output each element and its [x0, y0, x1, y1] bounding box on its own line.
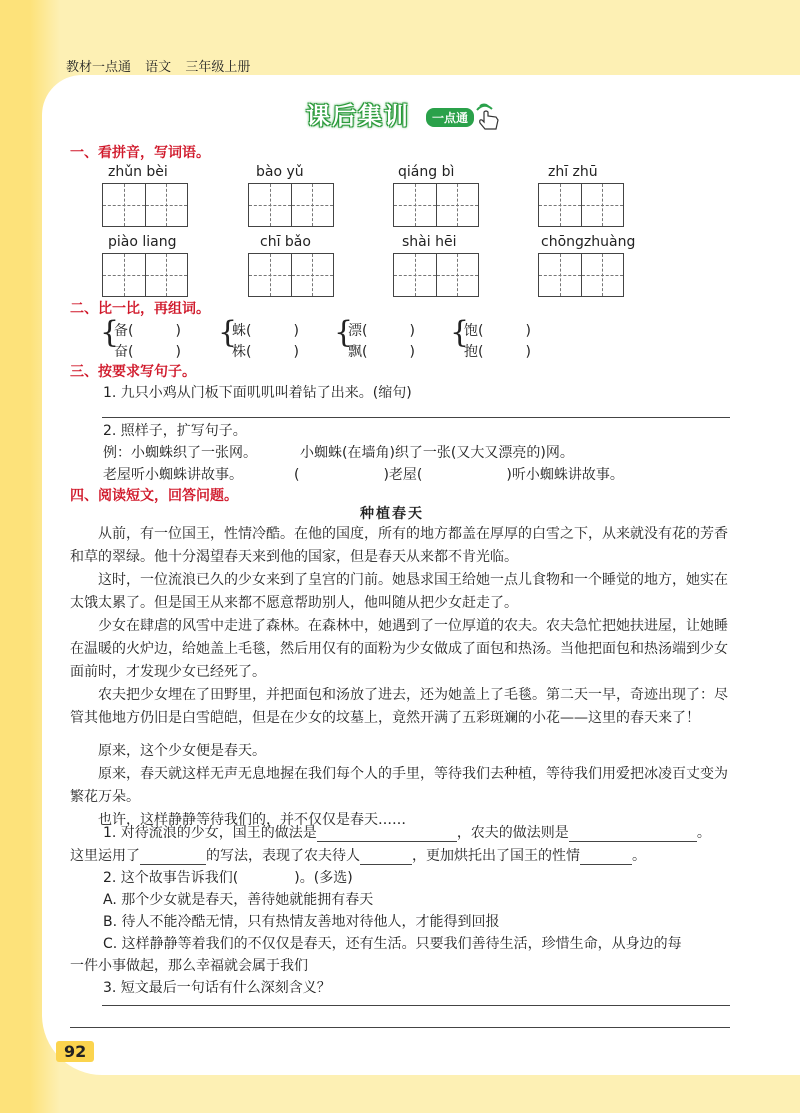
book-header [66, 56, 260, 75]
story-paragraph: 这时，一位流浪已久的少女来到了皇宫的门前。她恳求国王给她一点儿食物和一个睡觉的地方，她实在太饿太累了。但是国王从来都不愿意帮助别人，他叫随从把少女赶走了。 [70, 572, 728, 611]
answer-blank[interactable] [360, 848, 412, 865]
story-paragraph: 从前，有一位国王，性情冷酷。在他的国度，所有的地方都盖在厚厚的白雪之下，从来就没有花的芳香和草的翠绿。他十分渴望春天来到他的国家，但是春天从来都不肯光临。 [70, 526, 728, 565]
grade: 三年级上册 [185, 60, 251, 75]
s4-question-1-line1 [103, 822, 711, 842]
s3-example-expanded: 小蜘蛛(在墙角)织了一张(又大又漂亮的)网。 [300, 445, 574, 461]
book-name: 教材一点通 [66, 60, 132, 75]
pinyin-7: shài hēi [402, 234, 457, 250]
compare-word[interactable]: 备( ) [114, 323, 181, 339]
pinyin-6: chī bǎo [260, 234, 311, 250]
pinyin-3: qiáng bì [398, 164, 455, 180]
pinyin-1: zhǔn bèi [108, 164, 168, 180]
brace-icon: { [218, 315, 238, 350]
q1-part-e: 的写法，表现了农夫待人 [206, 848, 360, 864]
writing-grid[interactable] [248, 183, 334, 227]
section-2-title: 二、比一比，再组词。 [70, 301, 210, 317]
option-a[interactable]: A. 那个少女就是春天，善待她就能拥有春天 [103, 892, 374, 908]
subject: 语文 [145, 60, 172, 75]
pinyin-8: chōngzhuàng [541, 234, 636, 250]
option-b[interactable]: B. 待人不能冷酷无情，只有热情友善地对待他人，才能得到回报 [103, 914, 500, 930]
writing-grid[interactable] [248, 253, 334, 297]
compare-word[interactable]: 抱( ) [464, 344, 531, 360]
pointing-hand-icon [474, 102, 504, 132]
q1-part-d: 这里运用了 [70, 848, 140, 864]
writing-grid[interactable] [102, 253, 188, 297]
compare-word[interactable]: 飘( ) [348, 344, 415, 360]
s4-question-2[interactable]: 2. 这个故事告诉我们( )。(多选) [103, 870, 353, 886]
answer-blank[interactable] [569, 825, 697, 842]
q1-part-g: 。 [632, 848, 646, 864]
compare-word[interactable]: 蛛( ) [232, 323, 299, 339]
q1-part-f: ，更加烘托出了国王的性情 [412, 848, 580, 864]
s3-task-original: 老屋听小蜘蛛讲故事。 [103, 467, 243, 483]
answer-blank[interactable] [317, 825, 457, 842]
answer-line[interactable] [70, 1027, 730, 1028]
option-c-cont: 一件小事做起，那么幸福就会属于我们 [70, 958, 308, 974]
banner-title: 课后集训 [306, 102, 410, 130]
pinyin-4: zhī zhū [548, 164, 598, 180]
banner-subtitle: 一点通 [426, 108, 474, 127]
s3-example-original: 例：小蜘蛛织了一张网。 [103, 445, 257, 461]
compare-word[interactable]: 株( ) [232, 344, 299, 360]
page-number: 92 [56, 1041, 94, 1062]
writing-grid[interactable] [102, 183, 188, 227]
q1-part-a: 1. 对待流浪的少女，国王的做法是 [103, 825, 317, 841]
answer-blank[interactable] [140, 848, 206, 865]
s3-task-fill[interactable]: ( )老屋( )听小蜘蛛讲故事。 [294, 467, 624, 483]
s3-question-2: 2. 照样子，扩写句子。 [103, 423, 247, 439]
answer-blank[interactable] [580, 848, 632, 865]
s4-question-3: 3. 短文最后一句话有什么深刻含义？ [103, 980, 331, 996]
section-3-title: 三、按要求写句子。 [70, 364, 196, 380]
answer-line[interactable] [102, 1005, 730, 1006]
s3-question-1: 1. 九只小鸡从门板下面叽叽叫着钻了出来。(缩句) [103, 385, 412, 401]
section-4-title: 四、阅读短文，回答问题。 [70, 488, 238, 504]
writing-grid[interactable] [393, 253, 479, 297]
story-paragraph: 少女在肆虐的风雪中走进了森林。在森林中，她遇到了一位厚道的农夫。农夫急忙把她扶进屋，让她睡在温暖的火炉边，给她盖上毛毯，然后用仅有的面粉为少女做成了面包和热汤。当他把面包和热汤端到少女面前时，才发现少女已经死了。 [70, 618, 728, 680]
story-paragraph: 原来，春天就这样无声无息地握在我们每个人的手里，等待我们去种植，等待我们用爱把冰凌百丈变为繁花万朵。 [70, 766, 728, 805]
brace-icon: { [334, 315, 354, 350]
option-c[interactable]: C. 这样静静等着我们的不仅仅是春天，还有生活。只要我们善待生活，珍惜生命，从身边的每 [103, 936, 682, 952]
writing-grid[interactable] [393, 183, 479, 227]
story-title: 种植春天 [360, 506, 424, 522]
brace-icon: { [450, 315, 470, 350]
q1-part-c: 。 [696, 825, 711, 841]
brace-icon: { [100, 315, 120, 350]
writing-grid[interactable] [538, 183, 624, 227]
story-paragraph: 也许，这样静静等待我们的，并不仅仅是春天…… [98, 812, 406, 828]
compare-word[interactable]: 漂( ) [348, 323, 415, 339]
story-paragraph: 原来，这个少女便是春天。 [98, 743, 266, 759]
compare-word[interactable]: 饱( ) [464, 323, 531, 339]
answer-line[interactable] [102, 417, 730, 418]
s4-question-1-line2 [70, 845, 646, 865]
writing-grid[interactable] [538, 253, 624, 297]
q1-part-b: ，农夫的做法则是 [456, 825, 569, 841]
compare-word[interactable]: 奋( ) [114, 344, 181, 360]
pinyin-2: bào yǔ [256, 164, 304, 180]
section-1-title: 一、看拼音，写词语。 [70, 145, 210, 161]
story-paragraph: 农夫把少女埋在了田野里，并把面包和汤放了进去，还为她盖上了毛毯。第二天一早，奇迹出现了：尽管其他地方仍旧是白雪皑皑，但是在少女的坟墓上，竟然开满了五彩斑斓的小花——这里的春天来了！ [70, 687, 728, 726]
pinyin-5: piào liang [108, 234, 177, 250]
